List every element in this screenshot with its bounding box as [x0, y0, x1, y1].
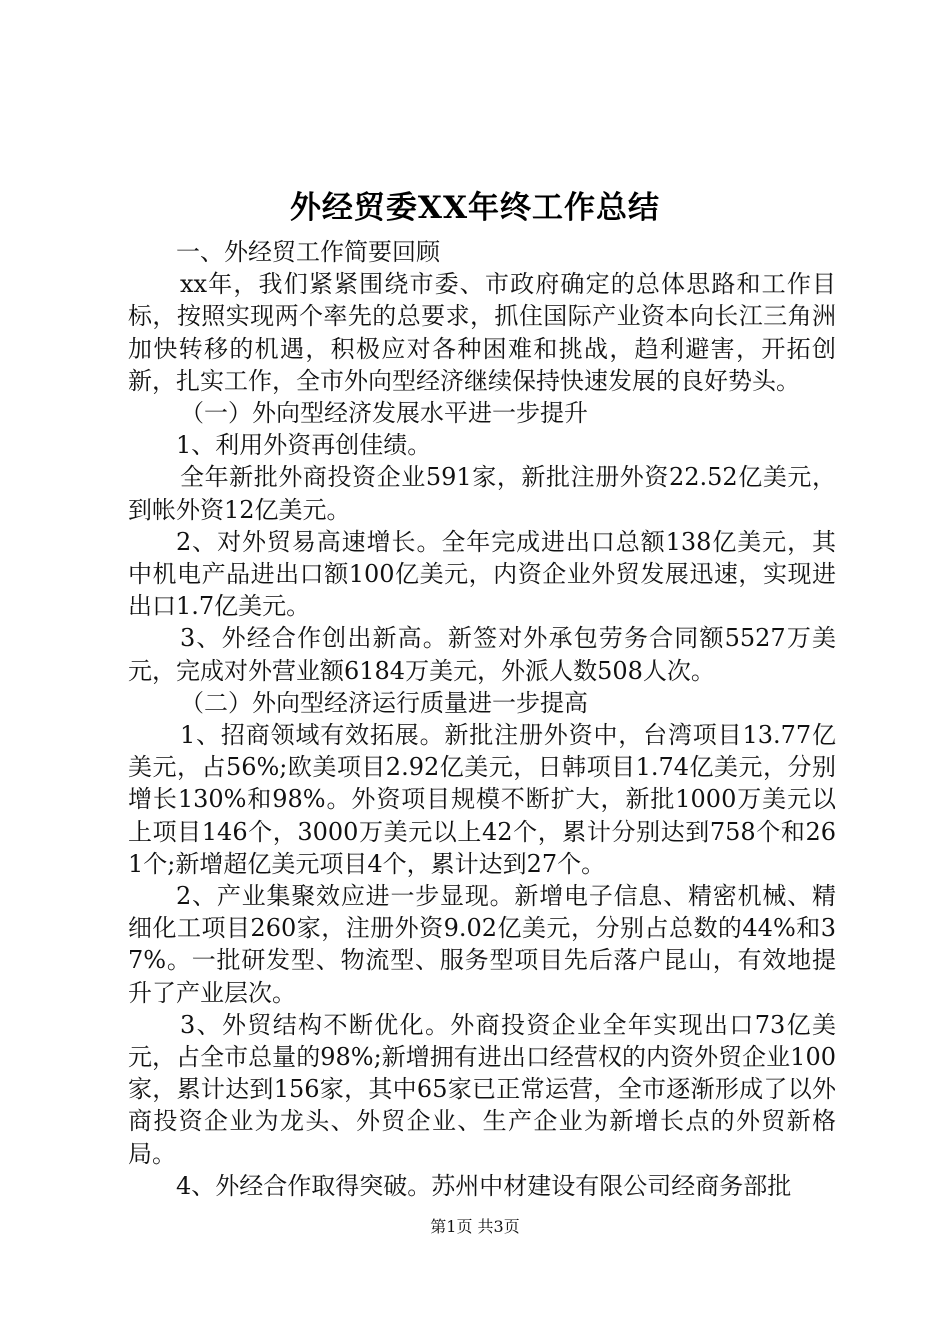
item-heading: 1、利用外资再创佳绩。	[176, 431, 432, 460]
paragraph: xx年，我们紧紧围绕市委、市政府确定的总体思路和工作目标，按照实现两个率先的总要求，抓住国际产业资本向长江三角洲加快转移的机遇，积极应对各种困难和挑战，趋利避害，开拓创新，扎实工作，全市外向型经济继续保持快速发展的良好势头。	[128, 270, 836, 395]
subsection-heading: （二）外向型经济运行质量进一步提高	[180, 688, 588, 717]
paragraph: 3、外经合作创出新高。新签对外承包劳务合同额5527万美元，完成对外营业额6184万美元，外派人数508人次。	[128, 624, 836, 685]
paragraph: 2、对外贸易高速增长。全年完成进出口总额138亿美元，其中机电产品进出口额100亿美元，内资企业外贸发展迅速，实现进出口1.7亿美元。	[128, 527, 836, 621]
document-title: 外经贸委XX年终工作总结	[289, 190, 661, 226]
paragraph: 4、外经合作取得突破。苏州中材建设有限公司经商务部批	[176, 1171, 792, 1200]
section-heading: 一、外经贸工作简要回顾	[176, 238, 440, 266]
subsection-heading: （一）外向型经济发展水平进一步提升	[180, 399, 588, 428]
paragraph: 3、外贸结构不断优化。外商投资企业全年实现出口73亿美元，占全市总量的98%;新增拥有进出口经营权的内资外贸企业100家，累计达到156家，其中65家已正常运营，全市逐渐形成了以外商投资企业为龙头、外贸企业、生产企业为新增长点的外贸新格局。	[128, 1010, 836, 1168]
paragraph: 1、招商领域有效拓展。新批注册外资中，台湾项目13.77亿美元，占56%;欧美项目2.92亿美元，日韩项目1.74亿美元，分别增长130%和98%。外资项目规模不断扩大，新批1000万美元以上项目146个，3000万美元以上42个，累计分别达到758个和261个;新增超亿美元项目4个，累计达到27个。	[128, 721, 836, 878]
document-body	[128, 236, 836, 1202]
page-number: 第1页 共3页	[430, 1217, 520, 1236]
paragraph: 全年新批外商投资企业591家，新批注册外资22.52亿美元，到帐外资12亿美元。	[128, 463, 836, 524]
paragraph: 2、产业集聚效应进一步显现。新增电子信息、精密机械、精细化工项目260家，注册外资9.02亿美元，分别占总数的44%和37%。一批研发型、物流型、服务型项目先后落户昆山，有效地提升了产业层次。	[128, 882, 836, 1007]
